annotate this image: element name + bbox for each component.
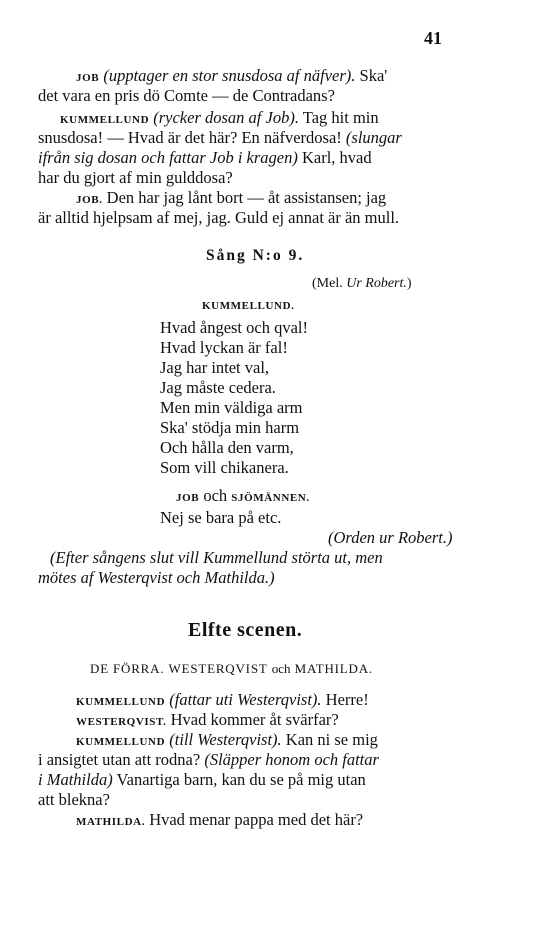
dialogue-text: Herre! <box>325 690 369 709</box>
stage-direction: (Släpper honom och fattar <box>204 750 379 769</box>
dialogue-text: i ansigtet utan att rodna? <box>38 750 201 769</box>
speaker-name: JOB. <box>76 194 103 206</box>
dialogue-text: snusdosa! — Hvad är det här? En näfverdosa! <box>38 128 342 147</box>
dialogue-line <box>76 730 378 752</box>
page-number: 41 <box>424 28 442 48</box>
source-note: (Orden ur Robert.) <box>328 528 453 547</box>
stage-direction: (fattar uti Westerqvist). <box>169 690 322 709</box>
stage-direction: i Mathilda) <box>38 770 113 789</box>
dialogue-text: det vara en pris dö Comte — de Contradans? <box>38 86 335 105</box>
dialogue-line <box>38 770 366 790</box>
dialogue-line <box>76 810 363 832</box>
stage-direction: (slungar <box>345 128 402 147</box>
stage-direction: (Efter sångens slut vill Kummellund störta ut, men <box>50 548 383 567</box>
dialogue-text: Ska' <box>359 66 388 85</box>
melody-note <box>312 274 412 294</box>
cast-member: WESTERQVIST <box>168 661 268 676</box>
verse-line: Jag har intet val, <box>160 358 270 377</box>
dialogue-text: Kan ni se mig <box>285 730 378 749</box>
dialogue-line <box>38 750 379 770</box>
dialogue-text: Den har jag lånt bort — åt assistansen; jag <box>106 188 387 207</box>
verse-line: Och hålla den varm, <box>160 438 294 457</box>
song-speaker: KUMMELLUND. <box>202 300 295 312</box>
dialogue-line <box>38 208 399 228</box>
speaker-name: KUMMELLUND <box>76 696 166 708</box>
dialogue-text: Tag hit min <box>302 108 379 127</box>
speaker-name: MATHILDA. <box>76 816 146 828</box>
verse-line: Ska' stödja min harm <box>160 418 300 437</box>
speaker-name: JOB <box>176 492 200 504</box>
cast-member: MATHILDA. <box>294 661 373 676</box>
melody-title: Ur Robert. <box>346 276 407 291</box>
speaker-name: JOB <box>76 72 100 84</box>
song-heading: Sång N:o 9. <box>206 247 305 264</box>
melody-prefix: (Mel. <box>312 276 343 291</box>
scene-cast <box>90 658 373 679</box>
verse-line: Hvad ångest och qval! <box>160 318 308 337</box>
speaker-name: KUMMELLUND <box>60 114 150 126</box>
speaker-name: KUMMELLUND <box>76 736 166 748</box>
melody-suffix: ) <box>406 276 412 291</box>
dialogue-line <box>76 710 339 732</box>
speaker-name: SJÖMÄNNEN. <box>231 492 310 504</box>
verse-line: Jag måste cedera. <box>160 378 276 397</box>
conjunction: och <box>271 661 291 676</box>
verse-line: Som vill chikanera. <box>160 458 289 477</box>
conjunction: och <box>203 486 228 505</box>
verse-line: Hvad lyckan är fal! <box>160 338 288 357</box>
dialogue-line <box>38 148 372 168</box>
stage-direction: (till Westerqvist). <box>169 730 282 749</box>
dialogue-line <box>38 790 110 810</box>
dialogue-text: har du gjort af min gulddosa? <box>38 168 233 187</box>
dialogue-text: Hvad kommer åt svärfar? <box>170 710 339 729</box>
dialogue-line <box>76 188 386 210</box>
dialogue-text: är alltid hjelpsam af mej, jag. Guld ej annat är än mull. <box>38 208 400 227</box>
cast-member: DE FÖRRA. <box>90 661 165 676</box>
stage-direction: ifrån sig dosan och fattar Job i kragen) <box>38 148 298 167</box>
verse-line: Nej se bara på etc. <box>160 508 282 527</box>
speaker-name: WESTERQVIST. <box>76 716 167 728</box>
stage-direction: (rycker dosan af Job). <box>153 108 299 127</box>
verse-line: Men min väldiga arm <box>160 398 303 417</box>
song-speaker-2 <box>176 486 310 508</box>
stage-direction: mötes af Westerqvist och Mathilda.) <box>38 568 275 587</box>
dialogue-text: Vanartiga barn, kan du se på mig utan <box>116 770 366 789</box>
dialogue-text: att blekna? <box>38 790 110 809</box>
dialogue-text: Karl, hvad <box>301 148 372 167</box>
dialogue-line <box>38 128 402 148</box>
scene-title: Elfte scenen. <box>188 619 303 641</box>
dialogue-line <box>76 66 387 88</box>
dialogue-line <box>38 86 335 106</box>
stage-direction: (upptager en stor snusdosa af näfver). <box>103 66 356 85</box>
dialogue-line <box>76 690 369 712</box>
dialogue-text: Hvad menar pappa med det här? <box>149 810 364 829</box>
dialogue-line <box>60 108 379 130</box>
dialogue-line <box>38 168 233 188</box>
